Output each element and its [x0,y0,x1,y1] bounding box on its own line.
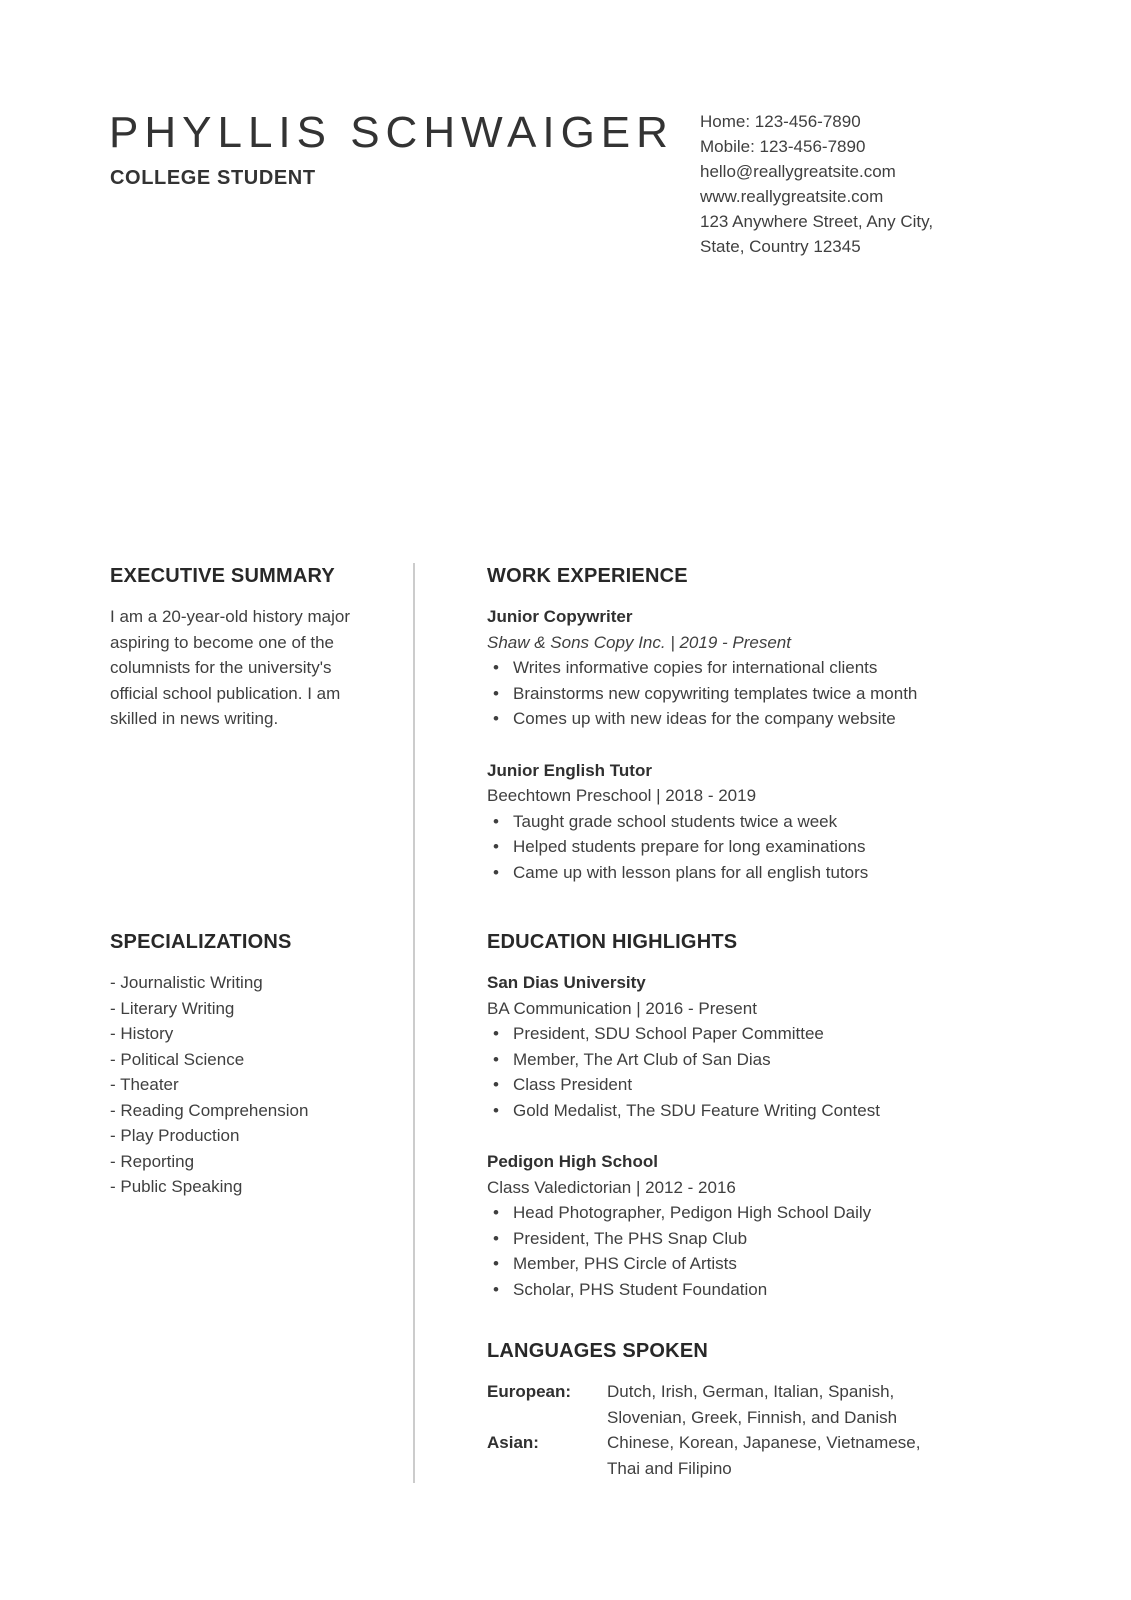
specialization-item: - History [110,1024,174,1043]
work-experience-heading: WORK EXPERIENCE [487,565,688,587]
job-bullet: • Taught grade school students twice a week [487,809,1017,835]
contact-line-website: www.reallygreatsite.com [700,187,884,206]
school-bullet: • Head Photographer, Pedigon High School Daily [487,1200,1017,1226]
school-subtitle: BA Communication | 2016 - Present [487,998,757,1018]
school-entry [487,1149,1017,1302]
specialization-item: - Political Science [110,1049,245,1069]
school-bullet: • Class President [487,1072,1017,1098]
specialization-item: - Theater [110,1075,179,1094]
section-education-highlights [487,929,1017,1302]
contact-line-email: hello@reallygreatsite.com [700,162,896,181]
specialization-item: - Reporting [110,1151,195,1171]
job-bullet-list [487,655,1017,732]
job-bullet: • Comes up with new ideas for the company website [487,706,1017,732]
languages-heading: LANGUAGES SPOKEN [487,1340,709,1362]
specializations-heading: SPECIALIZATIONS [110,931,292,953]
job-bullet: • Writes informative copies for international clients [487,655,1017,681]
section-executive-summary [110,563,400,732]
language-row [487,1379,1017,1430]
specialization-item: - Journalistic Writing [110,973,263,992]
person-role: COLLEGE STUDENT [110,167,316,189]
school-bullet: • President, The PHS Snap Club [487,1226,1017,1252]
language-value: Dutch, Irish, German, Italian, Spanish, Slovenian, Greek, Finnish, and Danish [607,1382,898,1427]
specializations-list [110,970,400,1200]
school-entry [487,970,1017,1123]
job-entry [487,758,1017,886]
job-title: Junior English Tutor [487,760,652,780]
contact-line-mobile: Mobile: 123-456-7890 [700,137,866,156]
job-subtitle: Beechtown Preschool | 2018 - 2019 [487,786,757,805]
school-bullet-list [487,1021,1017,1123]
person-name: PHYLLIS SCHWAIGER [109,108,674,157]
executive-summary-heading: EXECUTIVE SUMMARY [110,565,335,587]
job-entry [487,604,1017,732]
language-label: European: [487,1382,572,1401]
contact-line-address-2: State, Country 12345 [700,237,861,256]
job-bullet: • Brainstorms new copywriting templates twice a month [487,681,1017,707]
contact-line-home: Home: 123-456-7890 [700,112,861,131]
language-value: Chinese, Korean, Japanese, Vietnamese, Thai and Filipino [607,1433,921,1478]
school-subtitle: Class Valedictorian | 2012 - 2016 [487,1177,736,1197]
specialization-item: - Play Production [110,1126,240,1145]
language-row [487,1430,1017,1481]
school-bullet-list [487,1200,1017,1302]
contact-block [700,109,933,259]
school-bullet: • Scholar, PHS Student Foundation [487,1277,1017,1303]
specialization-item: - Public Speaking [110,1177,243,1196]
school-title: San Dias University [487,973,646,992]
job-bullet: • Came up with lesson plans for all english tutors [487,860,1017,886]
education-heading: EDUCATION HIGHLIGHTS [487,931,738,953]
school-bullet: • Member, The Art Club of San Dias [487,1047,1017,1073]
executive-summary-text: I am a 20-year-old history major aspiring to become one of the columnists for the university's official school publication. I am skilled in news writing. [110,607,350,728]
section-specializations [110,929,400,1200]
specialization-item: - Reading Comprehension [110,1100,309,1120]
job-bullet: • Helped students prepare for long examinations [487,834,1017,860]
column-divider [413,563,415,1483]
language-label: Asian: [487,1433,539,1452]
school-bullet: • President, SDU School Paper Committee [487,1021,1017,1047]
job-title: Junior Copywriter [487,607,633,626]
school-bullet: • Member, PHS Circle of Artists [487,1251,1017,1277]
specialization-item: - Literary Writing [110,998,235,1018]
contact-line-address-1: 123 Anywhere Street, Any City, [700,212,934,231]
school-title: Pedigon High School [487,1152,658,1171]
section-work-experience [487,563,1017,885]
section-languages-spoken [487,1338,1017,1481]
job-bullet-list [487,809,1017,886]
job-subtitle: Shaw & Sons Copy Inc. | 2019 - Present [487,632,791,652]
school-bullet: • Gold Medalist, The SDU Feature Writing Contest [487,1098,1017,1124]
